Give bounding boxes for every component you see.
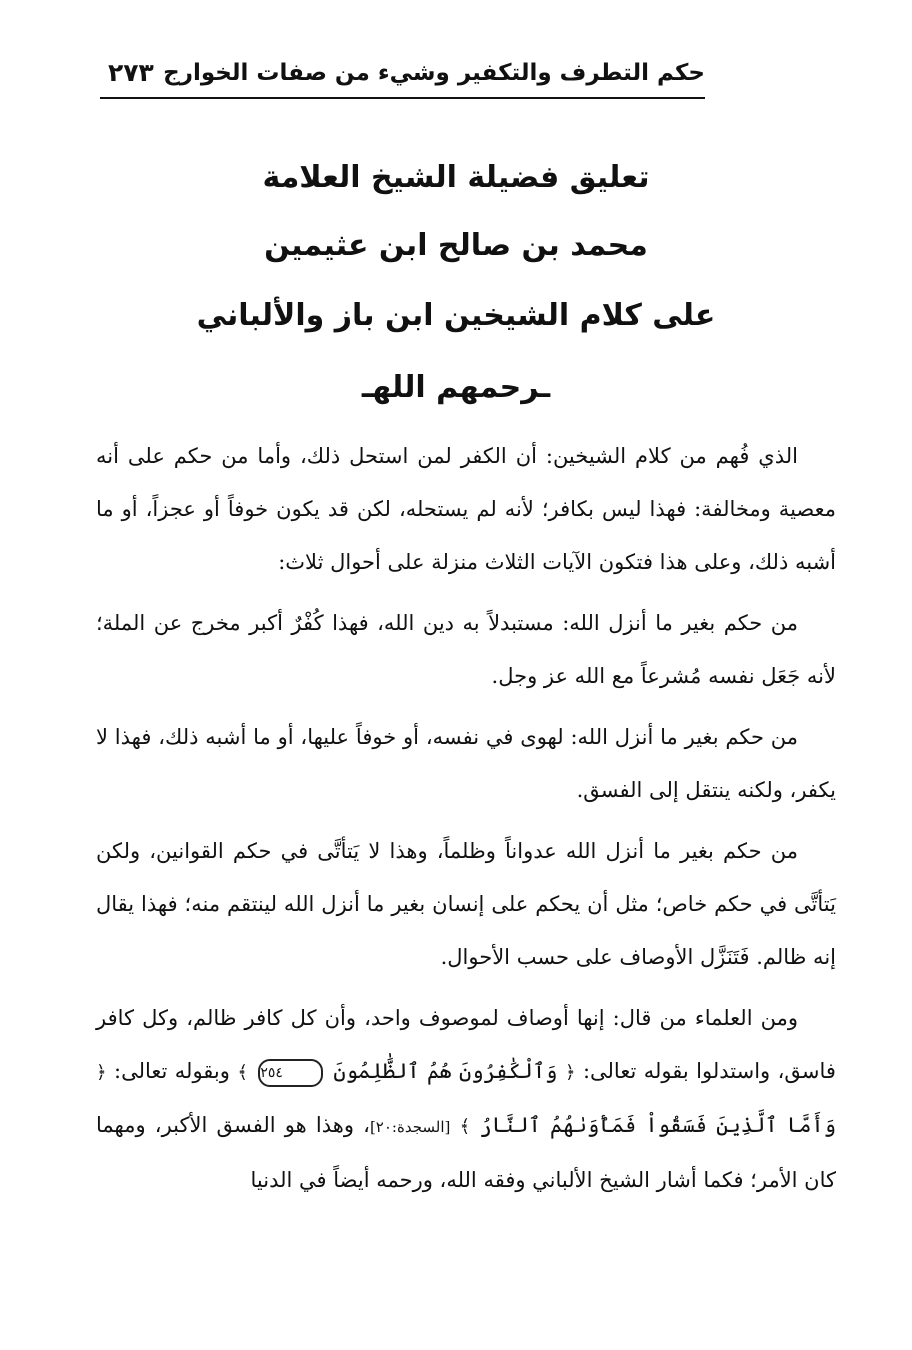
quran-bracket-open: ﴿	[564, 1062, 576, 1083]
ayah-number-marker: ٢٥٤	[258, 1059, 323, 1087]
quran-bracket-open-2: ﴿	[96, 1062, 107, 1083]
header-rule	[100, 97, 705, 99]
title-line-3: على كلام الشيخين ابن باز والألباني	[196, 298, 716, 333]
title-line-2: محمد بن صالح ابن عثيمين	[264, 228, 648, 263]
quran-bracket-close: ﴾	[237, 1062, 248, 1083]
body-text	[96, 430, 836, 1215]
paragraph-3: من حكم بغير ما أنزل الله: لهوى في نفسه، أو خوفاً عليها، أو ما أشبه ذلك، فهذا لا يكفر، ولكنه ينتقل إلى الفسق.	[96, 725, 836, 802]
paragraph-5-mid: وبقوله تعالى:	[114, 1059, 230, 1083]
paragraph-2: من حكم بغير ما أنزل الله: مستبدلاً به دين الله، فهذا كُفْرٌ أكبر مخرج عن الملة؛ لأنه جَعَل نفسه مُشرعاً مع الله عز وجل.	[96, 611, 836, 688]
title-line-4: ـرحمهم اللهـ	[361, 370, 551, 405]
paragraph-4: من حكم بغير ما أنزل الله عدواناً وظلماً، وهذا لا يَتأتَّى في حكم القوانين، ولكن يَتأتَّى في حكم خاص؛ مثل أن يحكم على إنسان بغير ما أنزل الله لينتقم منه؛ فهذا يقال إنه ظالم. فَتَنَزَّل الأوصاف على حسب الأحوال.	[96, 839, 836, 969]
quran-bracket-close-2: ﴾	[459, 1116, 471, 1137]
paragraph-1: الذي فُهم من كلام الشيخين: أن الكفر لمن استحل ذلك، وأما من حكم على أنه معصية ومخالفة: فهذا ليس بكافر؛ لأنه لم يستحله، لكن قد يكون خوفاً أو عجزاً، أو ما أشبه ذلك، وعلى هذا فتكون الآيات الثلاث منزلة على أحوال ثلاث:	[96, 444, 836, 574]
running-header	[100, 58, 705, 98]
quran-verse-1: وَٱلْكَٰفِرُونَ هُمُ ٱلظَّٰلِمُونَ	[333, 1059, 558, 1083]
paragraph-5-lead: ومن العلماء من قال: إنها أوصاف لموصوف واحد، وأن كل كافر ظالم، وكل كافر فاسق، واستدلوا بقوله تعالى:	[96, 1006, 836, 1083]
running-title: حكم التطرف والتكفير وشيء من صفات الخوارج	[163, 60, 705, 86]
page-number: ٢٧٣	[108, 58, 154, 87]
quran-verse-2: وَأَمَّا ٱلَّذِينَ فَسَقُواْ فَمَأْوَىٰهُمُ ٱلنَّارُ	[479, 1113, 837, 1137]
paragraph-5-tail: ، وهذا هو الفسق الأكبر، ومهما كان الأمر؛ فكما أشار الشيخ الألباني وفقه الله، ورحمه أيضاً في الدنيا	[96, 1113, 836, 1192]
title-line-1: تعليق فضيلة الشيخ العلامة	[262, 160, 650, 195]
quran-reference: [السجدة:٢٠]	[369, 1118, 451, 1136]
paragraph-5	[96, 992, 836, 1207]
